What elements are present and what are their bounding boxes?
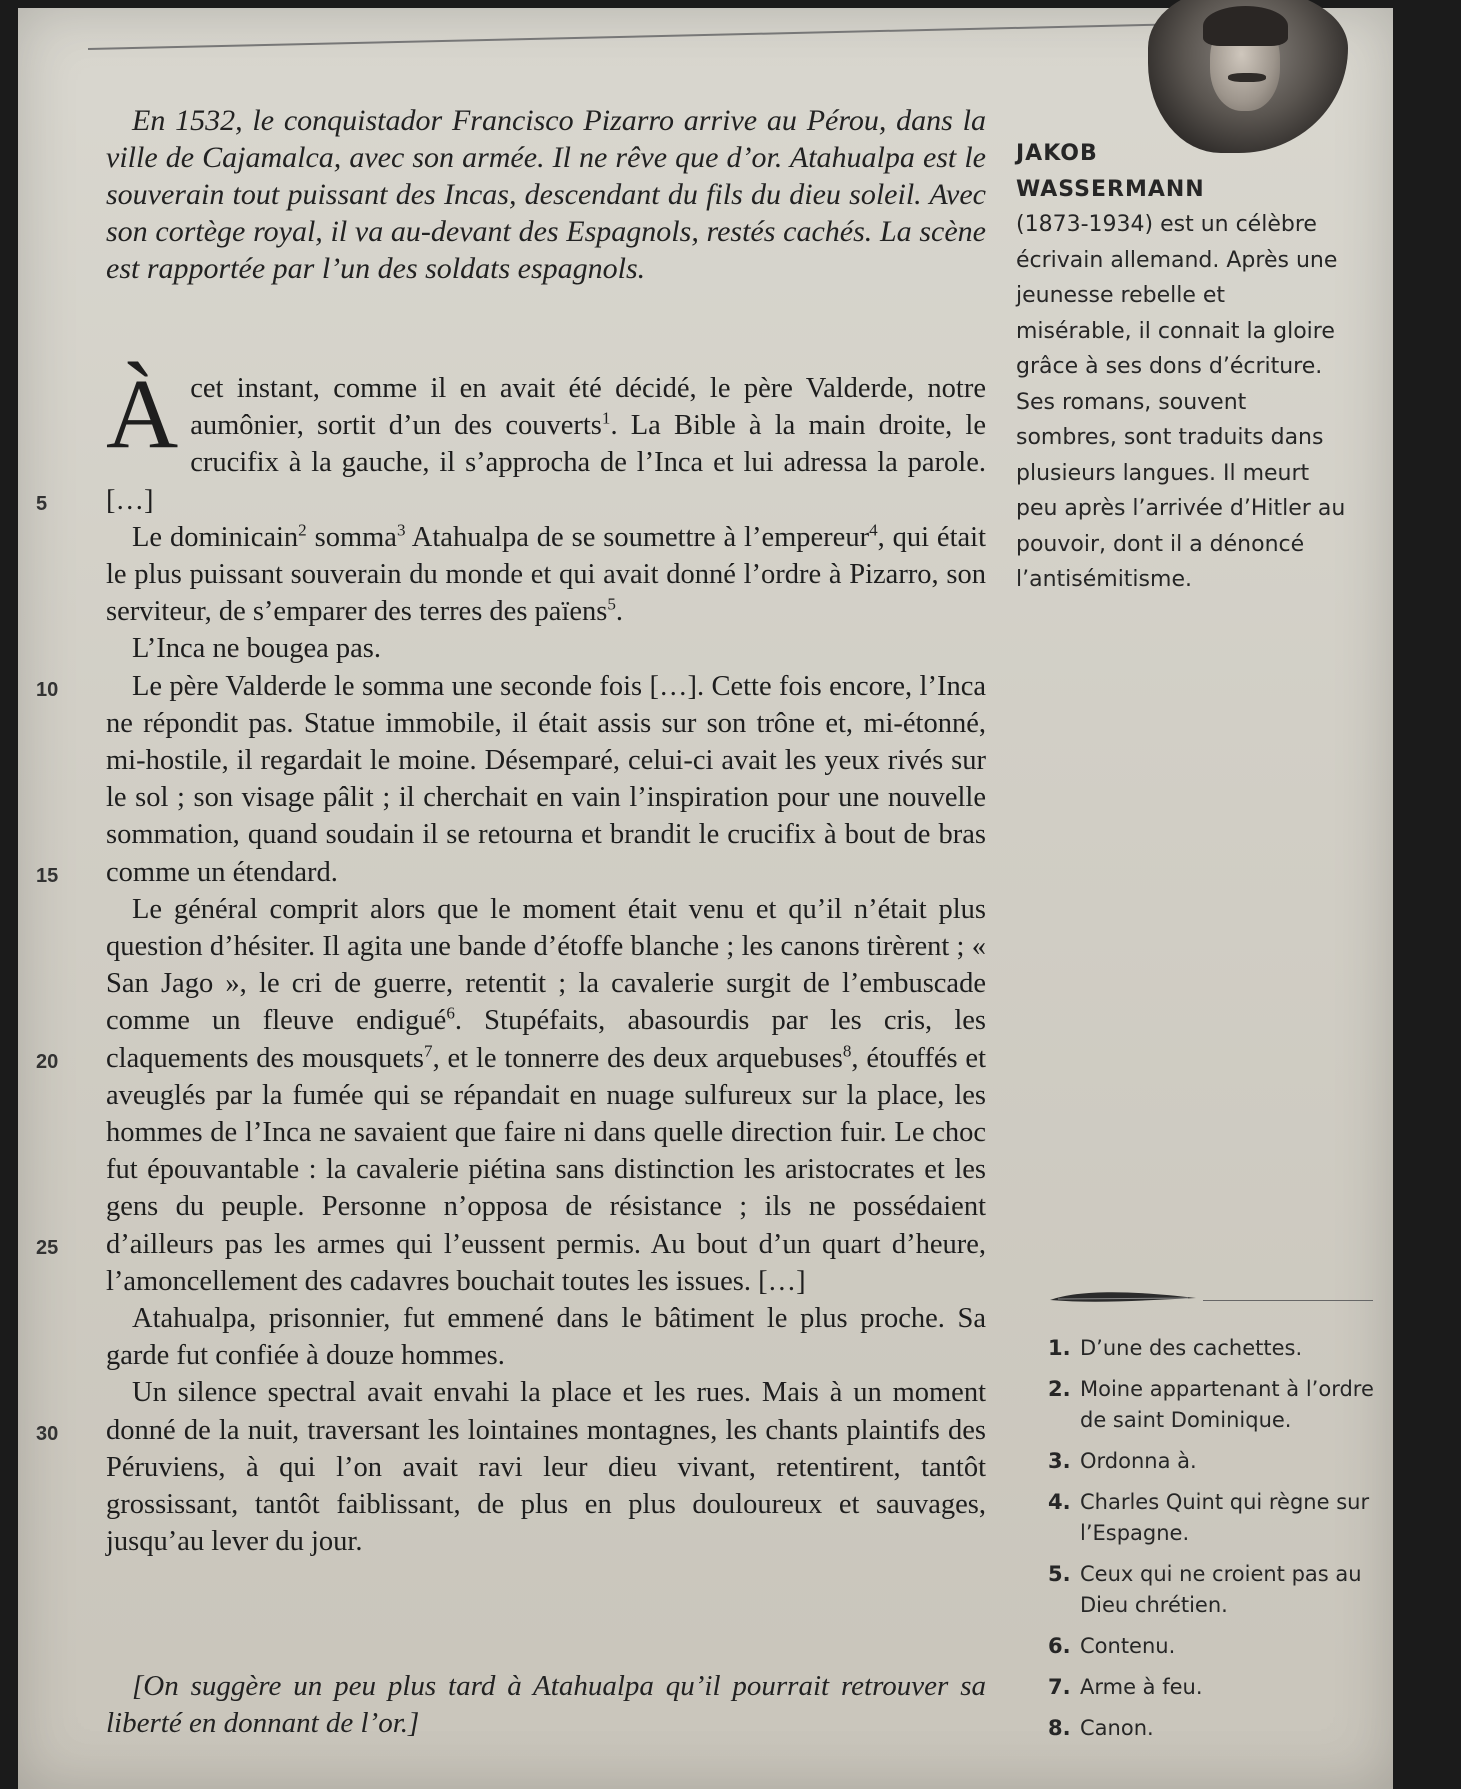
paragraph-3: L’Inca ne bougea pas.: [132, 633, 382, 665]
drop-cap: À: [106, 358, 179, 469]
main-text: [36, 358, 987, 1561]
line-number-25: 25: [36, 1237, 59, 1259]
author-bio-text: (1873-1934) est un célèbre écrivain allemand. Après une jeunesse rebelle et misérable, il connait la gloire grâce à ses dons d’écriture. Ses romans, souvent sombres, sont traduits dans plusieurs langues. Il meurt peu après l’arrivée d’Hitler au pouvoir, dont il a dénoncé l’antisémitisme.: [1016, 212, 1346, 592]
line-number-20: 20: [36, 1051, 59, 1073]
paragraph-6: Atahualpa, prisonnier, fut emmené dans le bâtiment le plus proche. Sa garde fut confiée à douze hommes.: [106, 1303, 986, 1372]
author-first-name: JAKOB: [1016, 141, 1098, 166]
footnote-ref-8: 8: [842, 1041, 852, 1061]
notes-rule: [1203, 1300, 1373, 1301]
footnote-8: 8. Canon.: [1048, 1716, 1154, 1740]
author-portrait: [1148, 0, 1348, 153]
footnote-3: 3. Ordonna à.: [1048, 1449, 1197, 1473]
footnote-1: 1. D’une des cachettes.: [1048, 1336, 1303, 1360]
paragraph-5: Le général comprit alors que le moment était venu et qu’il n’était plus question d’hésiter. Il agita une bande d’étoffe blanche ; les canons tirèrent ; « San Jago », le cri de guerre, retentit ; la cavalerie surgit de l’embuscade comme un fleuve endigué$^6$. Stupéfaits, abasourdis par les cris, les claquements des mousquets$^7$, et le tonnerre des deux arquebuses$^8$, étouffés et aveuglés par la fumée qui se répandait en nuage sulfureux sur la place, les hommes de l’Inca ne savaient que faire ni dans quelle direction fuir. Le choc fut épouvantable : la cavalerie piétina sans distinction les aristocrates et les gens du peuple. Personne n’opposa de résistance ; ils ne possédaient d’ailleurs pas les armes qui l’eussent permis. Au bout d’un quart d’heure, l’amoncellement des cadavres bouchait toutes les issues. […]: [106, 893, 987, 1297]
footnote-ref-7: 7: [424, 1041, 433, 1061]
footnote-ref-3: 3: [396, 520, 406, 540]
footnote-ref-1: 1: [601, 408, 611, 428]
footnotes-list: [1048, 1333, 1378, 1754]
quill-icon: [1048, 1288, 1198, 1308]
portrait-hair: [1203, 6, 1288, 46]
paragraph-2: Le dominicain$^2$ somma$^3$ Atahualpa de se soumettre à l’empereur$^4$, qui était le plus puissant souverain du monde et qui avait donné l’ordre à Pizarro, son serviteur, de s’emparer des terres des païens$^5$.: [106, 520, 986, 628]
footnote-ref-6: 6: [446, 1003, 455, 1023]
top-rule: [88, 24, 1158, 50]
line-number-10: 10: [36, 679, 59, 701]
paragraph-1: À cet instant, comme il en avait été décidé, le père Valderde, notre aumônier, sortit d’un des couverts$^1$. La Bible à la main droite, le crucifix à la gauche, il s’approcha de l’Inca et lui adressa la parole. […]: [106, 358, 986, 516]
line-number-5: 5: [36, 493, 48, 515]
footnote-ref-5: 5: [607, 594, 616, 614]
author-bio: [1016, 136, 1346, 598]
footnote-7: 7. Arme à feu.: [1048, 1675, 1203, 1699]
footnote-6: 6. Contenu.: [1048, 1634, 1176, 1658]
portrait-mustache: [1228, 73, 1266, 82]
intro-paragraph: En 1532, le conquistador Francisco Pizarro arrive au Pérou, dans la ville de Cajamalca, avec son armée. Il ne rêve que d’or. Atahualpa est le souverain tout puissant des Incas, descendant du fils du dieu soleil. Avec son cortège royal, il va au-devant des Espagnols, restés cachés. La scène est rapportée par l’un des soldats espagnols.: [106, 104, 986, 285]
footnote-4: 4. Charles Quint qui règne sur l’Espagne.: [1048, 1490, 1370, 1545]
author-last-name: WASSERMANN: [1016, 176, 1205, 202]
footnote-ref-2: 2: [298, 520, 307, 540]
line-number-30: 30: [36, 1423, 59, 1445]
line-numbers: [36, 370, 81, 1670]
book-page: [18, 8, 1393, 1789]
paragraph-7: Un silence spectral avait envahi la place et les rues. Mais à un moment donné de la nuit, traversant les lointaines montagnes, les chants plaintifs des Péruviens, à qui l’on avait ravi leur dieu vivant, retentirent, tantôt grossissant, tantôt faiblissant, de plus en plus douloureux et sauvages, jusqu’au lever du jour.: [106, 1377, 986, 1558]
paragraph-4: Le père Valderde le somma une seconde fois […]. Cette fois encore, l’Inca ne répondit pas. Statue immobile, il était assis sur son trône et, mi-étonné, mi-hostile, il regardait le moine. Désemparé, celui-ci avait les yeux rivés sur le sol ; son visage pâlit ; il cherchait en vain l’inspiration pour une nouvelle sommation, quand soudain il se retourna et brandit le crucifix à bout de bras comme un étendard.: [106, 670, 986, 888]
closing-paragraph: [On suggère un peu plus tard à Atahualpa qu’il pourrait retrouver sa liberté en donnant de l’or.]: [106, 1670, 986, 1739]
footnote-2: 2. Moine appartenant à l’ordre de saint Dominique.: [1048, 1377, 1374, 1432]
line-number-15: 15: [36, 865, 59, 887]
footnote-ref-4: 4: [869, 520, 878, 540]
footnote-5: 5. Ceux qui ne croient pas au Dieu chrétien.: [1048, 1562, 1362, 1617]
